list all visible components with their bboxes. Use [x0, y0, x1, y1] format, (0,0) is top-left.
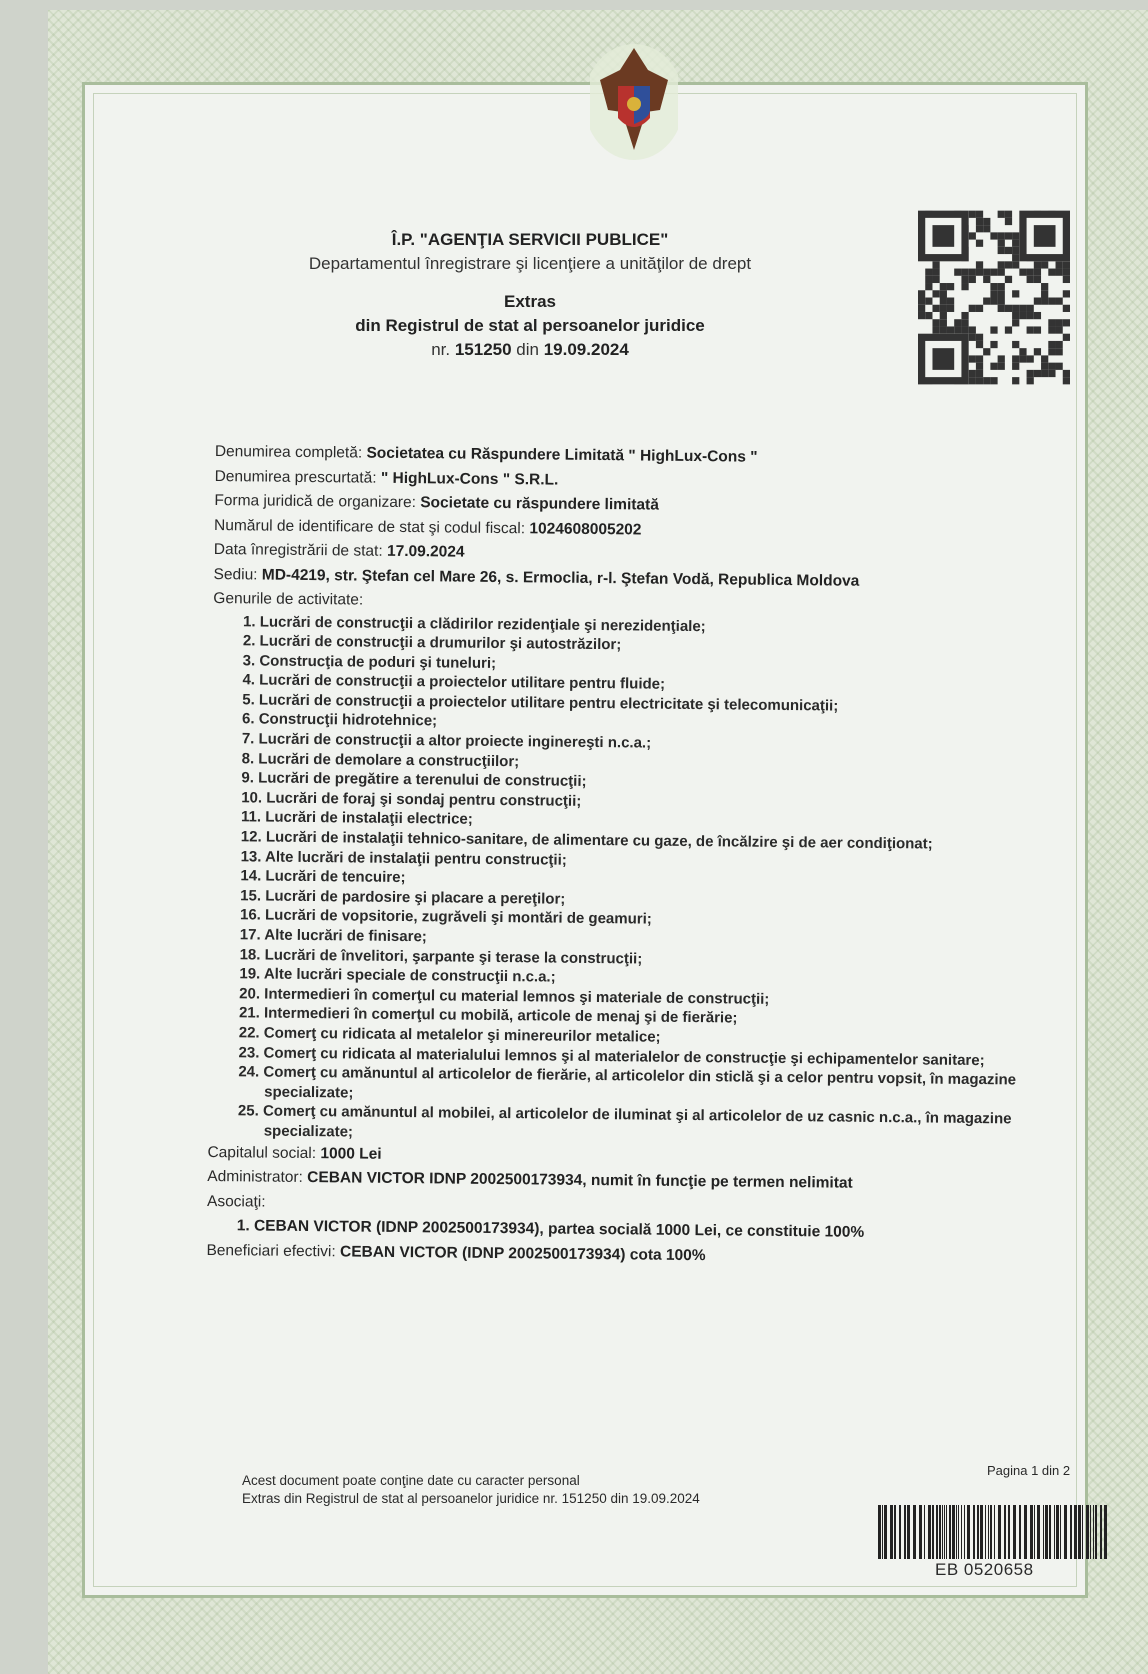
activity-item: 5. Lucrări de construcţii a proiectelor utilitare pentru electricitate şi telecomunicaţii; — [242, 691, 839, 715]
barcode-number: EB 0520658 — [935, 1560, 1034, 1579]
issuer-name: Î.P. "AGENŢIA SERVICII PUBLICE" — [391, 230, 669, 249]
activities-list — [208, 611, 1063, 1149]
document-number: nr. 151250 din 19.09.2024 — [431, 340, 629, 359]
qr-code — [918, 210, 1070, 385]
activity-item: 3. Construcţia de poduri şi tuneluri; — [242, 651, 497, 672]
activity-item: 1. Lucrări de construcţii a clădirilor rezidenţiale şi nerezidenţiale; — [243, 612, 706, 635]
activity-item: 9. Lucrări de pregătire a terenului de construcţii; — [241, 769, 587, 791]
field-label: Denumirea prescurtată: — [214, 467, 377, 487]
company-details — [206, 440, 1065, 1272]
field-label: Denumirea completă: — [214, 442, 363, 462]
activity-item: 20. Intermedieri în comerţul cu material lemnos şi materiale de construcţii; — [239, 985, 770, 1008]
activity-item: 16. Lucrări de vopsitorie, zugrăveli şi montări de geamuri; — [239, 906, 652, 929]
field-value: 1024608005202 — [529, 519, 642, 538]
field-label: Numărul de identificare de stat şi codul fiscal: — [214, 516, 526, 537]
administrator-field: Administrator: CEBAN VICTOR IDNP 2002500173934, numit în funcţie pe termen nelimitat — [207, 1167, 853, 1192]
activity-item: 22. Comerţ cu ridicata al metalelor şi minereurilor metalice; — [238, 1024, 661, 1046]
activity-item: 12. Lucrări de instalaţii tehnico-sanitare, de alimentare cu gaze, de încălzire şi de aer condiţionat; — [240, 828, 933, 853]
field-label: Forma juridică de organizare: — [214, 491, 417, 512]
page-number: Pagina 1 din 2 — [987, 1463, 1071, 1478]
activity-item: 4. Lucrări de construcţii a proiectelor utilitare pentru fluide; — [242, 671, 666, 694]
activity-item: 18. Lucrări de învelitori, şarpante şi terase la construcţii; — [239, 945, 643, 968]
associates-label: Asociaţi: — [206, 1192, 266, 1211]
activity-item: 21. Intermedieri în comerţul cu mobilă, articole de menaj şi de fierărie; — [238, 1004, 738, 1027]
beneficiaries-field: Beneficiari efectivi: CEBAN VICTOR (IDNP 2002500173934) cota 100% — [206, 1241, 706, 1264]
activity-item: 6. Construcţii hidrotehnice; — [241, 710, 438, 730]
activity-item: 11. Lucrări de instalaţii electrice; — [240, 808, 473, 829]
activity-item: 24. Comerţ cu amănuntul al articolelor de fierărie, al articolelor din sticlă şi a celor pentru vopsit, în magazine specializate; — [238, 1063, 1017, 1102]
capital-field: Capitalul social: 1000 Lei — [207, 1143, 382, 1163]
footer-line-2: Extras din Registrul de stat al persoanelor juridice nr. 151250 din 19.09.2024 — [242, 1491, 700, 1506]
field-label: Sediu: — [213, 565, 258, 583]
activity-item: 7. Lucrări de construcţii a altor proiecte inginereşti n.c.a.; — [241, 730, 652, 752]
document-subtitle: din Registrul de stat al persoanelor juridice — [355, 316, 705, 335]
footer-note — [242, 1472, 700, 1508]
activity-item: 2. Lucrări de construcţii a drumurilor şi autostrăzilor; — [242, 632, 622, 654]
activity-item: 14. Lucrări de tencuire; — [240, 867, 406, 887]
department-name: Departamentul înregistrare şi licenţiere a unităţilor de drept — [308, 254, 752, 273]
activity-item: 23. Comerţ cu ridicata al materialului lemnos şi al materialelor de construcţie şi echipamentelor sanitare; — [238, 1043, 985, 1069]
field-value: Societatea cu Răspundere Limitată " HighLux-Cons " — [366, 444, 758, 466]
field-value: 17.09.2024 — [386, 542, 465, 561]
activity-item: 13. Alte lucrări de instalaţii pentru construcţii; — [240, 847, 567, 869]
field-value: " HighLux-Cons " S.R.L. — [380, 469, 559, 489]
document-header — [260, 228, 800, 362]
activities-label: Genurile de activitate: — [213, 589, 364, 609]
associate-item: 1. CEBAN VICTOR (IDNP 2002500173934), partea socială 1000 Lei, ce constituie 100% — [236, 1217, 865, 1241]
activity-item: 8. Lucrări de demolare a construcţiilor; — [241, 749, 520, 770]
activity-item: 17. Alte lucrări de finisare; — [239, 926, 427, 946]
activity-item: 25. Comerţ cu amănuntul al mobilei, al articolelor de iluminat şi al articolelor de uz casnic n.c.a., în magazine specializate; — [237, 1102, 1012, 1141]
field-value: Societate cu răspundere limitată — [420, 494, 659, 514]
field-value: MD-4219, str. Ştefan cel Mare 26, s. Ermoclia, r-l. Ştefan Vodă, Republica Moldova — [261, 565, 860, 590]
document-title: Extras — [504, 292, 556, 311]
barcode — [878, 1505, 1110, 1559]
activity-item: 15. Lucrări de pardosire şi placare a pereţilor; — [240, 887, 566, 908]
footer-line-1: Acest document poate conţine date cu caracter personal — [242, 1473, 580, 1488]
activity-item: 10. Lucrări de foraj şi sondaj pentru construcţii; — [241, 789, 582, 810]
activity-item: 19. Alte lucrări speciale de construcţii n.c.a.; — [239, 965, 556, 986]
field-label: Data înregistrării de stat: — [213, 540, 383, 560]
moldova-coat-of-arms-icon — [590, 40, 678, 160]
